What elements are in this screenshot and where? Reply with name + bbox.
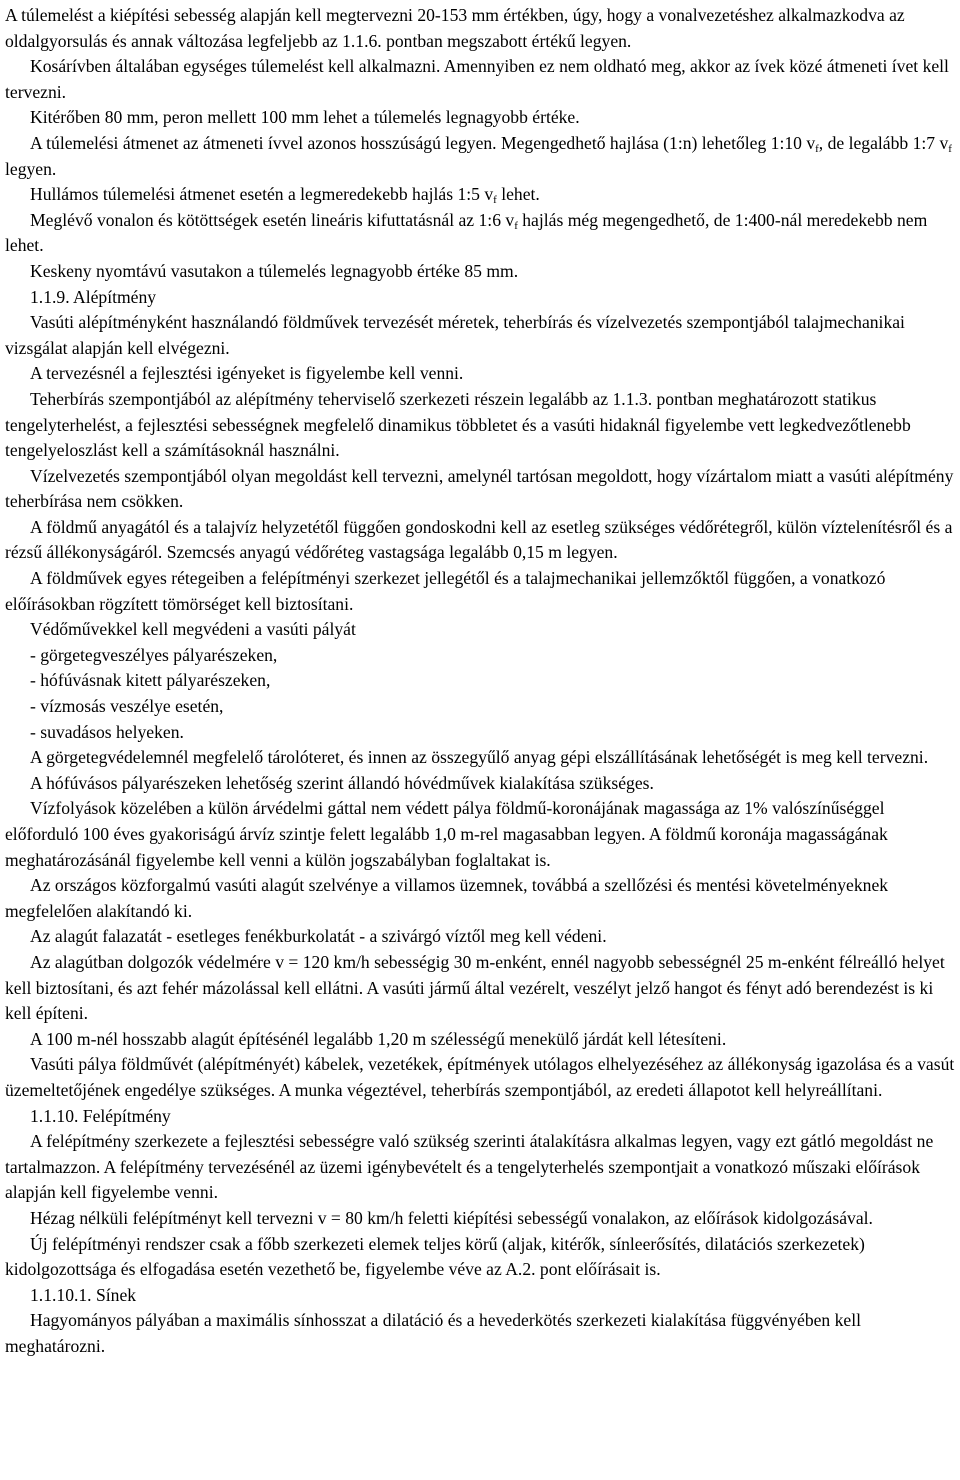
paragraph-text: A hófúvásos pályarészeken lehetőség szerint állandó hóvédművek kialakítása szükséges. [30, 772, 654, 793]
paragraph-text: Kosárívben általában egységes túlemelést kell alkalmazni. Amennyiben ez nem oldható meg, akkor az ívek közé átmeneti ívet kell tervezni. [5, 56, 949, 102]
paragraph-text: A túlemelést a kiépítési sebesség alapján kell megtervezni 20-153 mm értékben, úgy, hogy a vonalvezetéshez alkalmazkodva az oldalgyorsulás és annak változása legfeljebb az 1.1.6. pontban megszabott értékű legyen. [5, 5, 905, 51]
paragraph [5, 617, 955, 643]
paragraph-text: 1.1.10. Felépítmény [30, 1105, 171, 1126]
paragraph-text: A földművek egyes rétegeiben a felépítményi szerkezet jellegétől és a talajmechanikai jellemzőktől függően, a vonatkozó előírásokban rögzített tömörséget kell biztosítani. [5, 568, 886, 614]
paragraph-text: Hullámos túlemelési átmenet esetén a legmeredekebb hajlás 1:5 v [30, 184, 494, 205]
paragraph [5, 1104, 955, 1130]
subscript-text: f [493, 194, 497, 207]
paragraph [5, 105, 955, 131]
paragraph-text: A földmű anyagától és a talajvíz helyzetétől függően gondoskodni kell az esetleg szükséges védőrétegről, külön víztelenítésről és a rézsű állékonyságáról. Szemcsés anyagú védőréteg vastagsága legalább 0,15 m legyen. [5, 516, 953, 563]
paragraph [5, 950, 955, 1027]
paragraph-text: A túlemelési átmenet az átmeneti ívvel azonos hosszúságú legyen. Megengedhető hajlása (1:n) lehetőleg 1:10 v [30, 132, 816, 153]
paragraph-text: Hagyományos pályában a maximális sínhosszat a dilatáció és a hevederkötés szerkezeti kialakítása függvényében kell meghatározni. [5, 1310, 862, 1356]
paragraph [5, 131, 955, 182]
paragraph [5, 1308, 955, 1359]
paragraph-text: Vasúti pálya földművét (alépítményét) kábelek, vezetékek, építmények utólagos elhelyezéséhez az állékonyság igazolása és a vasút üzemeltetőjének engedélye szükséges. A munka végeztével, teherbírás szempontjából, az eredeti állapotot kell helyreállítani. [5, 1054, 955, 1100]
subscript-text: f [815, 142, 819, 155]
paragraph-text: Teherbírás szempontjából az alépítmény teherviselő szerkezeti részein legalább az 1.1.3. pontban meghatározott statikus tengelyterhelést, a fejlesztési sebességnek megfelelő dinamikus többletet és a vasúti hidaknál figyelembe vett legkedvezőtlenebb tengelyeloszlást kell a számításoknál használni. [5, 388, 911, 461]
paragraph-text: A 100 m-nél hosszabb alagút építésénél legalább 1,20 m szélességű menekülő járdát kell létesíteni. [30, 1028, 727, 1049]
paragraph [5, 566, 955, 617]
paragraph [5, 1027, 955, 1053]
paragraph-text: Hézag nélküli felépítményt kell tervezni v = 80 km/h feletti kiépítési sebességű vonalakon, az előírások kidolgozásával. [30, 1207, 873, 1228]
paragraph [5, 259, 955, 285]
paragraph-text: - suvadásos helyeken. [30, 721, 184, 742]
paragraph-text: Vízelvezetés szempontjából olyan megoldást kell tervezni, amelynél tartósan megoldott, hogy vízártalom miatt a vasúti alépítmény teherbírása nem csökken. [5, 465, 954, 512]
paragraph [5, 1052, 955, 1103]
paragraph-text: 1.1.9. Alépítmény [30, 286, 157, 307]
paragraph [5, 1232, 955, 1283]
paragraph-text: - vízmosás veszélye esetén, [30, 696, 224, 717]
subscript-text: f [948, 142, 952, 155]
paragraph [5, 464, 955, 515]
paragraph [5, 873, 955, 924]
paragraph-text: A felépítmény szerkezete a fejlesztési sebességre való szükség szerinti átalakításra alkalmas legyen, vagy ezt gátló megoldást ne tartalmazzon. A felépítmény tervezésénél az üzemi igénybevételt és a tengelyterhelés szempontjait a vonatkozó műszaki előírások alapján kell figyelembe venni. [5, 1131, 934, 1203]
paragraph [5, 387, 955, 464]
paragraph-text: Kitérőben 80 mm, peron mellett 100 mm lehet a túlemelés legnagyobb értéke. [30, 107, 580, 128]
paragraph [5, 643, 955, 669]
paragraph-text: A görgetegvédelemnél megfelelő tárolóteret, és innen az összegyűlő anyag gépi elszállításának lehetőségét is meg kell tervezni. [30, 747, 929, 768]
paragraph [5, 285, 955, 311]
paragraph [5, 208, 955, 259]
document-body [5, 3, 955, 1359]
paragraph-text: - hófúvásnak kitett pályarészeken, [30, 670, 271, 691]
paragraph-text: Keskeny nyomtávú vasutakon a túlemelés legnagyobb értéke 85 mm. [30, 260, 519, 281]
paragraph [5, 3, 955, 54]
paragraph [5, 361, 955, 387]
paragraph-text: Új felépítményi rendszer csak a főbb szerkezeti elemek teljes körű (aljak, kitérők, sínleerősítés, dilatációs szerkezetek) kidolgozottsága és elfogadása esetén vezethető be, figyelembe véve az A.2. pont előírásait is. [5, 1233, 865, 1280]
paragraph [5, 1129, 955, 1206]
paragraph [5, 668, 955, 694]
paragraph-text: Az országos közforgalmú vasúti alagút szelvénye a villamos üzemnek, továbbá a szellőzési és mentési követelményeknek megfelelően alakítandó ki. [5, 875, 889, 921]
paragraph [5, 745, 955, 771]
paragraph [5, 694, 955, 720]
paragraph [5, 1206, 955, 1232]
paragraph [5, 515, 955, 566]
paragraph-text: - görgetegveszélyes pályarészeken, [30, 644, 278, 665]
paragraph-text: Az alagút falazatát - esetleges fenékburkolatát - a szivárgó víztől meg kell védeni. [30, 926, 607, 947]
paragraph-text: Vasúti alépítményként használandó földművek tervezését méretek, teherbírás és vízelvezetés szempontjából talajmechanikai vizsgálat alapján kell elvégezni. [5, 312, 905, 358]
paragraph [5, 924, 955, 950]
paragraph [5, 1283, 955, 1309]
paragraph-text: lehet. [496, 184, 540, 205]
paragraph-text: Meglévő vonalon és kötöttségek esetén lineáris kifuttatásnál az 1:6 v [30, 209, 515, 230]
paragraph-text: Vízfolyások közelében a külön árvédelmi gáttal nem védett pálya földmű-koronájának magassága az 1% valószínűséggel előforduló 100 éves gyakoriságú árvíz szintje felett legalább 1,0 m-rel magasabban legyen. A földmű koronája magasságának meghatározásánál figyelembe kell venni a külön jogszabályban foglaltakat is. [5, 798, 888, 870]
paragraph [5, 310, 955, 361]
paragraph [5, 720, 955, 746]
paragraph [5, 771, 955, 797]
paragraph [5, 54, 955, 105]
paragraph-text: legyen. [5, 158, 57, 179]
paragraph-text: 1.1.10.1. Sínek [30, 1284, 137, 1305]
paragraph-text: hajlás még megengedhető, de 1:400-nál meredekebb nem lehet. [5, 209, 928, 256]
paragraph [5, 182, 955, 208]
paragraph-text: Az alagútban dolgozók védelmére v = 120 km/h sebességig 30 m-enként, ennél nagyobb sebességnél 25 m-enként félreálló helyet kell biztosítani, és azt fehér mázolással kell ellátni. A vasúti jármű által vezérelt, veszélyt jelző hangot és fényt adó berendezést is ki kell építeni. [5, 951, 945, 1024]
subscript-text: f [514, 219, 518, 232]
paragraph-text: , de legalább 1:7 v [818, 132, 949, 153]
paragraph [5, 796, 955, 873]
paragraph-text: Védőművekkel kell megvédeni a vasúti pályát [30, 619, 356, 640]
paragraph-text: A tervezésnél a fejlesztési igényeket is figyelembe kell venni. [30, 363, 464, 384]
